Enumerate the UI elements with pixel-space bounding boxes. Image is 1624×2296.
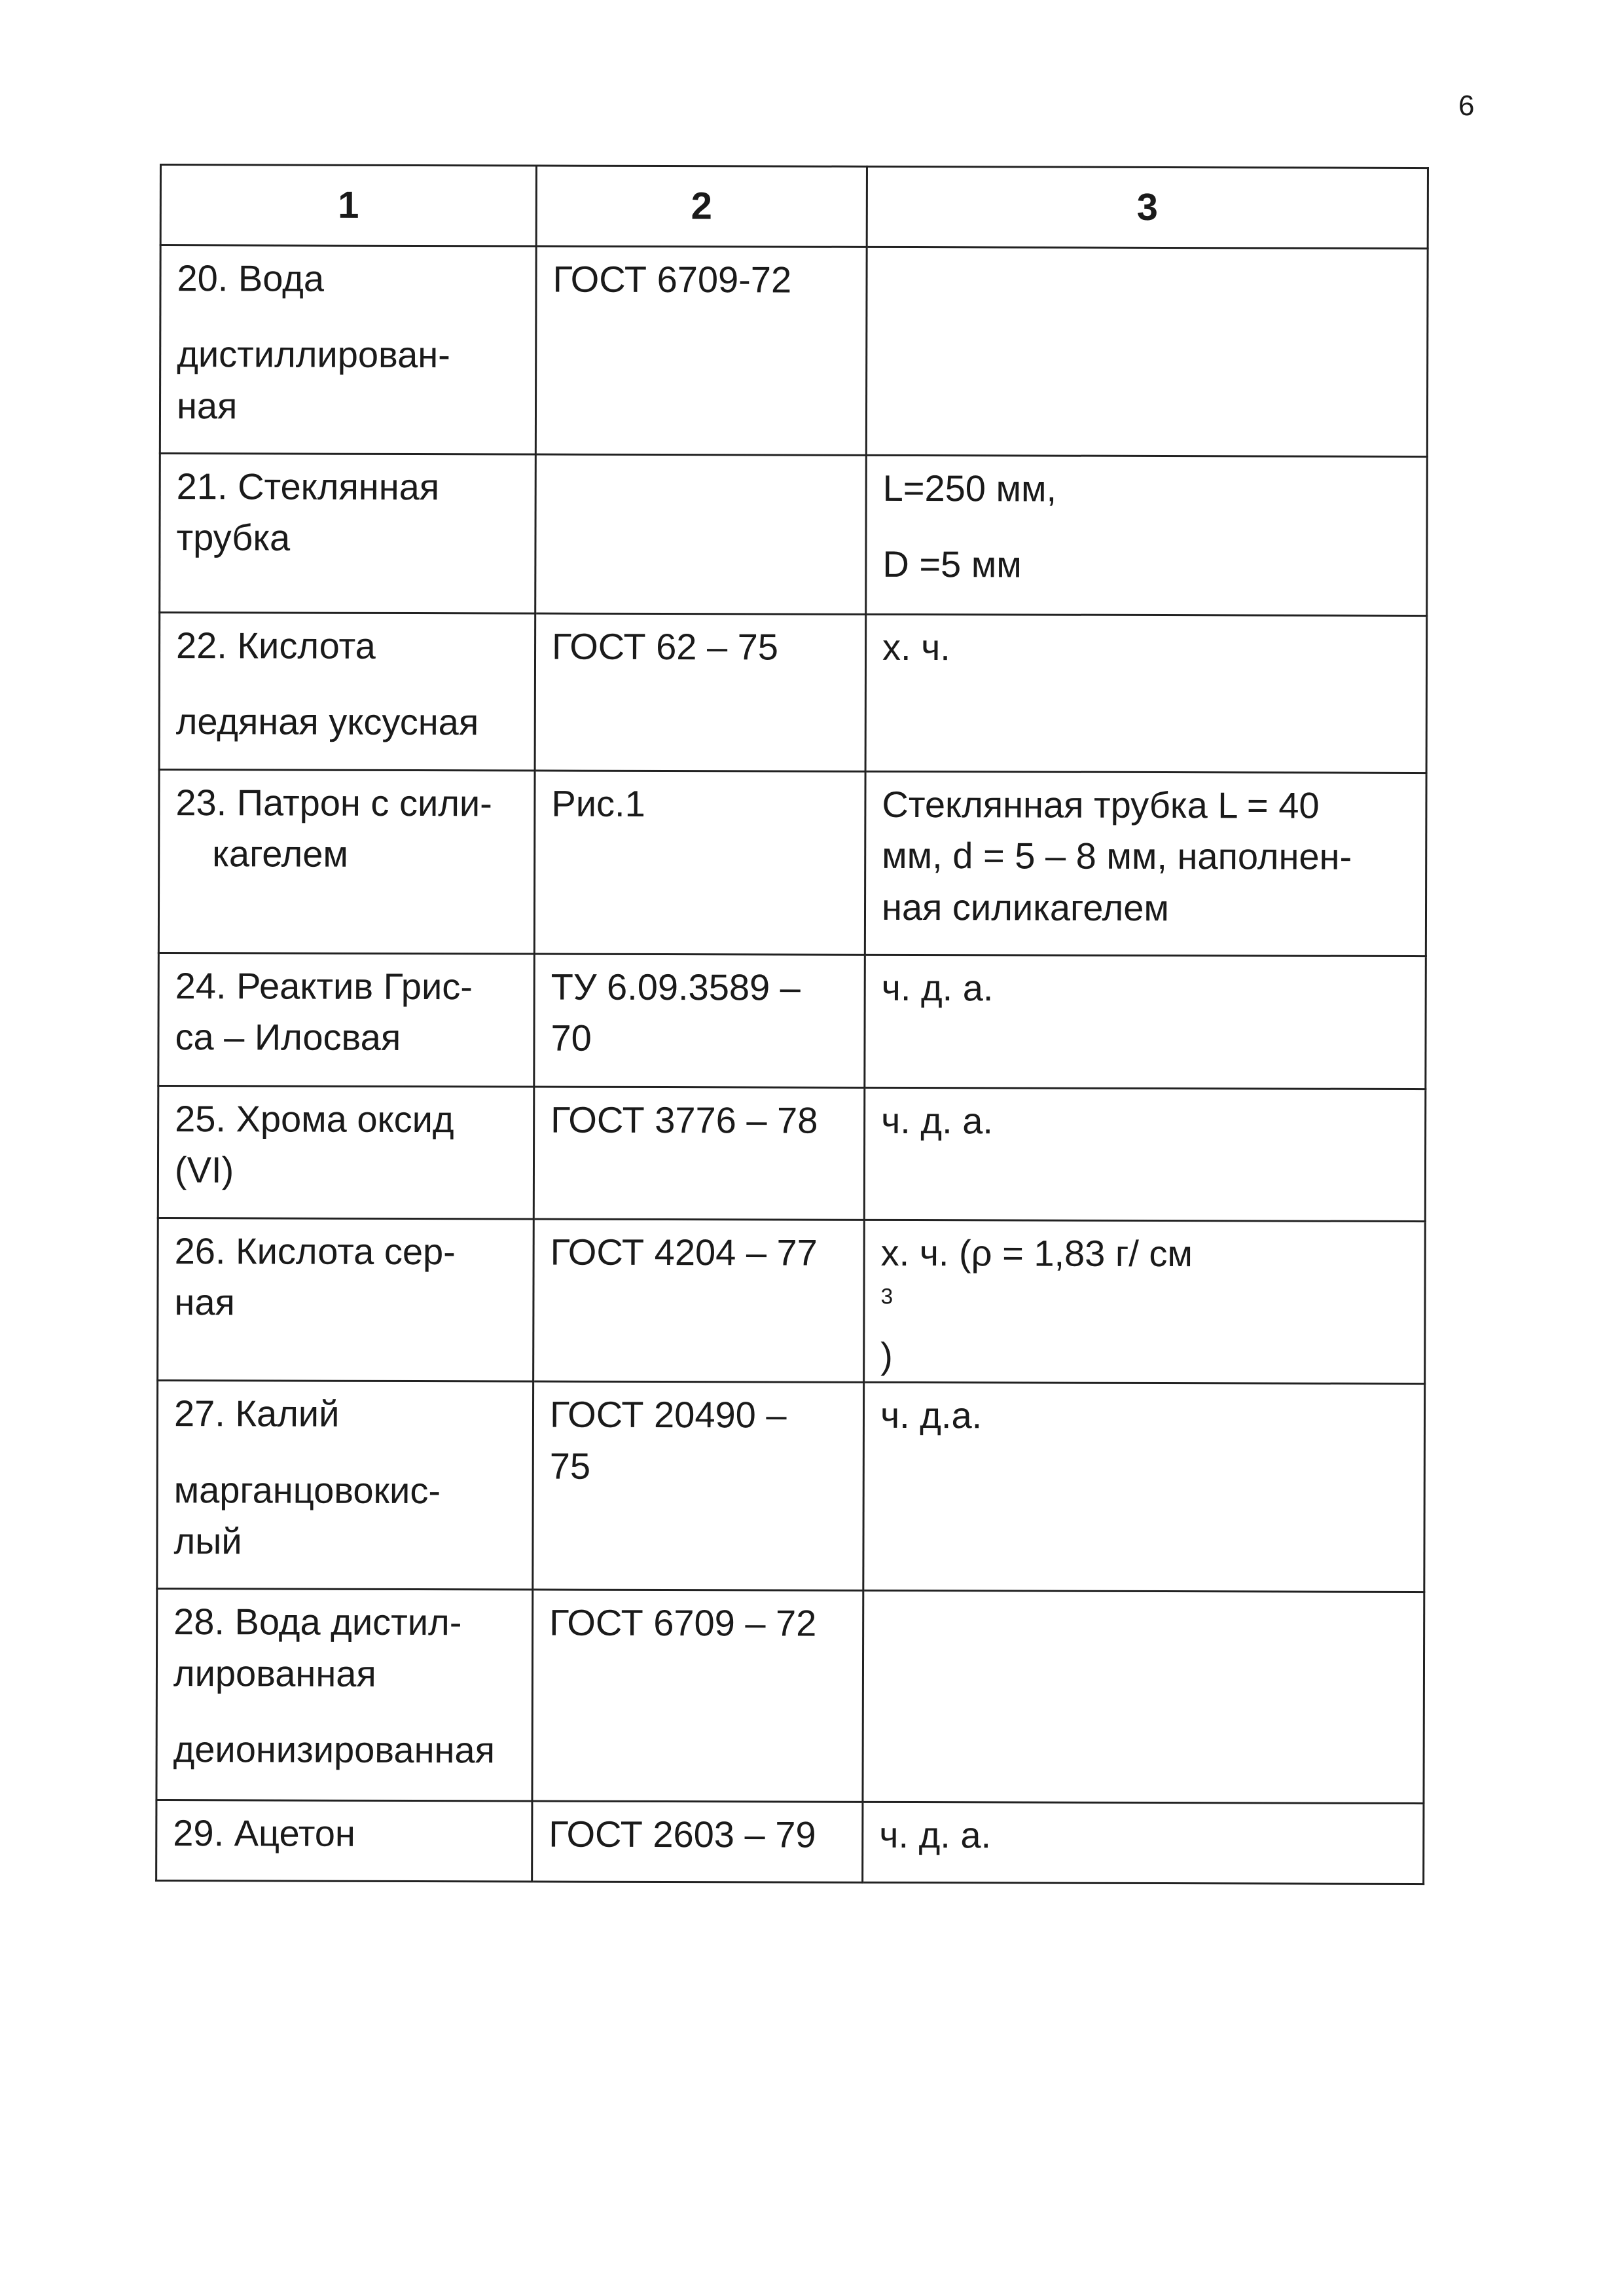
reagent-name-cell: 24. Реактив Грис- са – Илосвая	[158, 953, 535, 1087]
reagent-name-cell: 25. Хрома оксид (VI)	[158, 1085, 534, 1219]
note-cell: Стеклянная трубка L = 40 мм, d = 5 – 8 мм, наполнен- ная силикагелем	[865, 771, 1426, 956]
reagent-name-cell: 26. Кислота сер- ная	[158, 1218, 534, 1381]
standard-cell: ГОСТ 62 – 75	[535, 613, 866, 771]
standard-cell: ГОСТ 6709 – 72	[532, 1590, 863, 1802]
table-row	[159, 613, 1427, 773]
table-row	[156, 1800, 1424, 1884]
note-cell	[863, 1590, 1424, 1803]
table-row	[156, 1589, 1424, 1804]
column-header: 3	[867, 166, 1428, 248]
reagent-name-cell: 23. Патрон с сили- кагелем	[158, 770, 535, 955]
standard-cell: ГОСТ 6709-72	[535, 246, 867, 455]
note-cell	[866, 247, 1428, 456]
reagent-name-cell: 21. Стеклянная трубка	[160, 454, 536, 614]
standard-cell	[535, 454, 867, 614]
column-header: 1	[160, 165, 536, 247]
table-row	[158, 1218, 1426, 1383]
page-number: 6	[1458, 90, 1475, 122]
reagent-name-cell: 22. Кислота ледяная уксусная	[159, 613, 535, 771]
table-header-row	[160, 165, 1428, 249]
table-row	[158, 953, 1426, 1089]
reagent-name-cell: 29. Ацетон	[156, 1800, 532, 1882]
note-cell: L=250 мм, D =5 мм	[866, 455, 1428, 615]
note-cell: ч. д.а.	[863, 1382, 1425, 1592]
table-row	[158, 1085, 1426, 1221]
note-cell: ч. д. а.	[863, 1802, 1424, 1884]
note-cell: х. ч. (ρ = 1,83 г/ см $^3$ )	[864, 1220, 1426, 1383]
table-row	[160, 454, 1428, 616]
note-cell: ч. д. а.	[865, 955, 1426, 1089]
table-row	[160, 246, 1428, 457]
standard-cell: ГОСТ 4204 – 77	[533, 1219, 865, 1382]
reagent-name-cell: 20. Вода дистиллирован- ная	[160, 246, 536, 455]
superscript: 3	[880, 1285, 893, 1309]
reagents-table	[155, 164, 1429, 1885]
table-row	[157, 1381, 1425, 1592]
column-header: 2	[536, 166, 867, 247]
standard-cell: Рис.1	[534, 771, 865, 955]
note-cell: х. ч.	[865, 614, 1427, 773]
standard-cell: ТУ 6.09.3589 – 70	[534, 954, 865, 1087]
standard-cell: ГОСТ 3776 – 78	[533, 1087, 865, 1220]
note-cell: ч. д. а.	[864, 1087, 1426, 1221]
standard-cell: ГОСТ 20490 – 75	[533, 1381, 864, 1590]
reagent-name-cell: 27. Калий марганцовокис- лый	[157, 1381, 533, 1590]
table-row	[158, 770, 1426, 957]
standard-cell: ГОСТ 2603 – 79	[532, 1801, 863, 1882]
reagent-name-cell: 28. Вода дистил- лированная деионизированная	[156, 1589, 533, 1802]
